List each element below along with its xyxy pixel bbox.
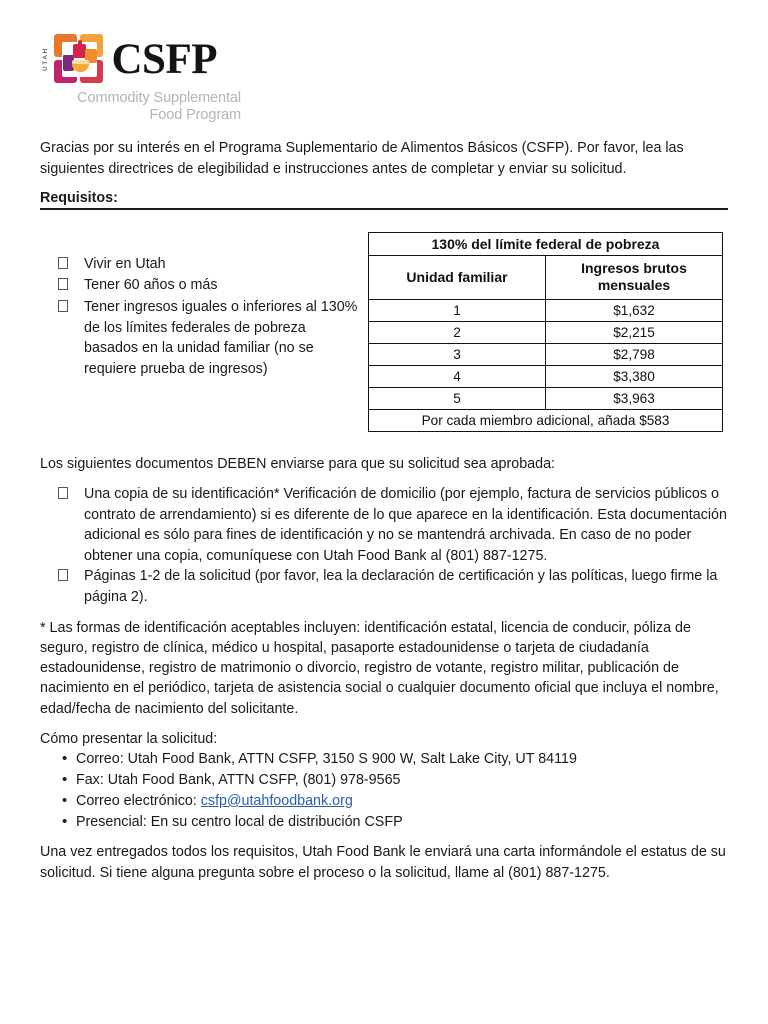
requirements-list [40,232,358,380]
checkbox-bullet-icon [58,275,84,296]
table-footer-row [369,409,723,431]
household-size: 1 [369,299,546,321]
monthly-income: $2,215 [546,321,723,343]
checkbox-bullet-icon [58,297,84,379]
requirement-text: Tener ingresos iguales o inferiores al 130% de los límites federales de pobreza basados en la unidad familiar (no se requiere prueba de ingresos) [84,298,358,377]
csfp-logo-mark-icon [53,33,105,85]
list-item-email [40,791,728,812]
list-item [58,297,358,379]
list-item-mail: • Correo: Utah Food Bank, ATTN CSFP, 3150 S 900 W, Salt Lake City, UT 84119 [40,749,728,770]
monthly-income: $3,963 [546,387,723,409]
intro-paragraph: Gracias por su interés en el Programa Suplementario de Alimentos Básicos (CSFP). Por favor, lea las siguientes directrices de elegibilidad e instrucciones antes de completar y enviar su solicitud. [40,140,684,177]
table-row [369,343,723,365]
list-item [58,275,358,296]
column-header-income: Ingresos brutos mensuales [546,255,723,299]
documents-list [40,484,728,607]
table-row [369,387,723,409]
logo-tagline [43,90,241,124]
list-item [58,566,728,607]
household-size: 5 [369,387,546,409]
list-item-in-person: • Presencial: En su centro local de distribución CSFP [40,812,728,833]
logo-tagline-line1: Commodity Supplemental [77,90,241,106]
table-title: 130% del límite federal de pobreza [369,232,723,255]
monthly-income: $3,380 [546,365,723,387]
requirements-section [40,232,728,432]
income-limits-table [368,232,723,432]
list-item [58,484,728,566]
checkbox-bullet-icon [58,566,84,607]
csfp-logo [43,30,243,124]
list-item-fax: • Fax: Utah Food Bank, ATTN CSFP, (801) 978-9565 [40,770,728,791]
table-header-row [369,255,723,299]
table-title-row [369,232,723,255]
requirement-text: Vivir en Utah [84,255,166,272]
logo-top-row [43,30,243,88]
requisitos-heading: Requisitos: [40,189,118,206]
list-item [58,254,358,275]
household-size: 2 [369,321,546,343]
checkbox-bullet-icon [58,254,84,275]
table-row [369,365,723,387]
documents-intro: Los siguientes documentos DEBEN enviarse para que su solicitud sea aprobada: [40,455,555,472]
requirement-text: Tener 60 años o más [84,277,218,294]
table-row [369,321,723,343]
submission-methods-list [40,749,728,832]
email-label: Correo electrónico: [76,792,201,809]
checkbox-bullet-icon [58,484,84,566]
document-text: Una copia de su identificación* Verificación de domicilio (por ejemplo, factura de servicios públicos o contrato de arrendamiento) si es diferente de lo que aparece en la identificación. Esta documentación adicional es sólo para fines de identificación y no se mantendrá archivada. En caso de no poder obtener una copia, comuníquese con Utah Food Bank al (801) 887-1275. [84,486,727,564]
utah-vertical-label: UTAH [42,47,49,71]
document-text: Páginas 1-2 de la solicitud (por favor, lea la declaración de certificación y las políticas, luego firme la página 2). [84,568,718,605]
household-size: 3 [369,343,546,365]
email-link[interactable]: csfp@utahfoodbank.org [200,792,353,809]
column-header-household: Unidad familiar [369,255,546,299]
closing-paragraph: Una vez entregados todos los requisitos, Utah Food Bank le enviará una carta informándole el estatus de su solicitud. Si tiene alguna pregunta sobre el proceso o la solicitud, llame al (801) 887-1275. [40,844,726,881]
household-size: 4 [369,365,546,387]
heading-divider [40,208,728,210]
table-row [369,299,723,321]
monthly-income: $1,632 [546,299,723,321]
additional-member-note: Por cada miembro adicional, añada $583 [369,409,723,431]
monthly-income: $2,798 [546,343,723,365]
csfp-wordmark: CSFP [111,35,217,83]
logo-tagline-line2: Food Program [149,107,241,124]
how-to-submit-heading: Cómo presentar la solicitud: [40,731,218,748]
id-forms-note: * Las formas de identificación aceptables incluyen: identificación estatal, licencia de conducir, póliza de seguro, registro de clínica, médico u hospital, pasaporte estadounidense o tarjeta de ciudadanía estadounidense, registro de matrimonio o divorcio, registro de votante, registro militar, publicación de nacimiento en el periódico, tarjeta de asistencia social o cualquier documento oficial que incluya el nombre, edad/fecha de nacimiento del solicitante. [40,619,719,717]
